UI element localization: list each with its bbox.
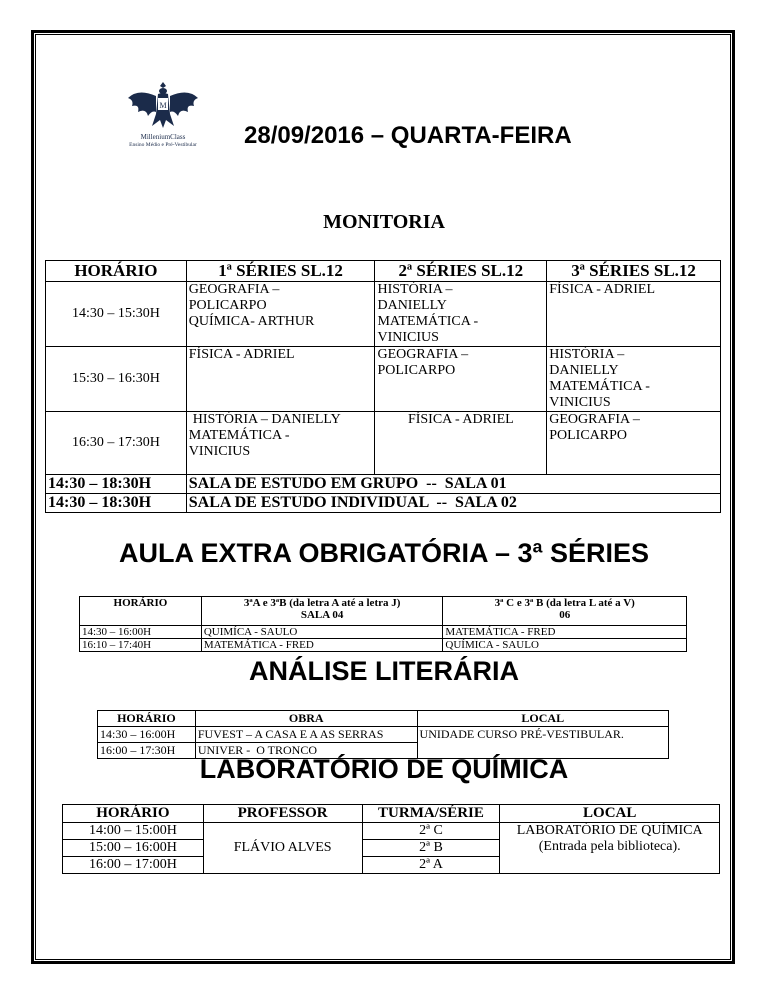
header-local: LOCAL bbox=[500, 805, 720, 823]
header-local: LOCAL bbox=[417, 711, 668, 727]
monitoria-title: MONITORIA bbox=[323, 211, 445, 233]
svg-text:M: M bbox=[159, 101, 167, 110]
cell-serie-2: GEOGRAFIA – POLICARPO bbox=[375, 347, 547, 412]
header-serie-2: 2ª SÉRIES SL.12 bbox=[375, 261, 547, 282]
time-cell: 14:30 – 18:30H bbox=[46, 475, 187, 494]
cell-serie-1: HISTÓRIA – DANIELLY MATEMÁTICA - VINICIUS bbox=[186, 412, 375, 475]
turma-cell: 2ª A bbox=[362, 857, 500, 874]
table-row bbox=[46, 282, 721, 347]
lab-title: LABORATÓRIO DE QUÍMICA bbox=[199, 754, 569, 784]
local-cell: UNIDADE CURSO PRÉ-VESTIBULAR. bbox=[417, 727, 668, 759]
table-row bbox=[46, 494, 721, 513]
header-turma-a: 3ªA e 3ªB (da letra A até a letra J) SALA 04 bbox=[201, 597, 443, 626]
subject-cell: MATEMÁTICA - FRED bbox=[201, 639, 443, 652]
table-row bbox=[98, 727, 669, 743]
analise-title: ANÁLISE LITERÁRIA bbox=[249, 656, 519, 686]
header-turma: TURMA/SÉRIE bbox=[362, 805, 500, 823]
work-cell: UNIVER - O TRONCO bbox=[195, 743, 417, 759]
header-turma-c: 3ª C e 3ª B (da letra L até a V) 06 bbox=[443, 597, 687, 626]
professor-cell: FLÁVIO ALVES bbox=[203, 823, 362, 874]
logo-tagline: Ensino Médio e Pré-Vestibular bbox=[129, 142, 197, 148]
date-title: 28/09/2016 – QUARTA-FEIRA bbox=[244, 122, 572, 149]
cell-serie-1: FÍSICA - ADRIEL bbox=[186, 347, 375, 412]
header-serie-3: 3ª SÉRIES SL.12 bbox=[547, 261, 721, 282]
table-row bbox=[46, 475, 721, 494]
cell-serie-1: GEOGRAFIA – POLICARPO QUÍMICA- ARTHUR bbox=[186, 282, 375, 347]
work-cell: FUVEST – A CASA E A AS SERRAS bbox=[195, 727, 417, 743]
time-cell: 14:30 – 18:30H bbox=[46, 494, 187, 513]
time-cell: 16:10 – 17:40H bbox=[80, 639, 202, 652]
header-obra: OBRA bbox=[195, 711, 417, 727]
aula-extra-table bbox=[79, 596, 687, 652]
time-cell: 16:00 – 17:30H bbox=[98, 743, 196, 759]
study-room-cell: SALA DE ESTUDO EM GRUPO -- SALA 01 bbox=[186, 475, 720, 494]
time-cell: 16:30 – 17:30H bbox=[46, 412, 187, 475]
turma-cell: 2ª C bbox=[362, 823, 500, 840]
time-cell: 14:30 – 15:30H bbox=[46, 282, 187, 347]
time-cell: 14:00 – 15:00H bbox=[63, 823, 204, 840]
subject-cell: QUIMÍCA - SAULO bbox=[201, 626, 443, 639]
subject-cell: QUÍMICA - SAULO bbox=[443, 639, 687, 652]
table-row bbox=[46, 412, 721, 475]
header-professor: PROFESSOR bbox=[203, 805, 362, 823]
aula-extra-title: AULA EXTRA OBRIGATÓRIA – 3ª SÉRIES bbox=[118, 538, 650, 568]
table-row bbox=[46, 347, 721, 412]
time-cell: 15:30 – 16:30H bbox=[46, 347, 187, 412]
time-cell: 15:00 – 16:00H bbox=[63, 840, 204, 857]
table-row bbox=[80, 639, 687, 652]
study-room-cell: SALA DE ESTUDO INDIVIDUAL -- SALA 02 bbox=[186, 494, 720, 513]
time-cell: 16:00 – 17:00H bbox=[63, 857, 204, 874]
cell-serie-2: HISTÓRIA – DANIELLY MATEMÁTICA - VINICIUS bbox=[375, 282, 547, 347]
header-horario: HORÁRIO bbox=[80, 597, 202, 626]
time-cell: 14:30 – 16:00H bbox=[98, 727, 196, 743]
school-logo bbox=[108, 78, 218, 152]
local-cell: LABORATÓRIO DE QUÍMICA (Entrada pela biblioteca). bbox=[500, 823, 720, 874]
monitoria-table bbox=[45, 260, 721, 513]
logo-name: MilleniumClass bbox=[140, 133, 186, 141]
turma-cell: 2ª B bbox=[362, 840, 500, 857]
header-horario: HORÁRIO bbox=[63, 805, 204, 823]
header-horario: HORÁRIO bbox=[98, 711, 196, 727]
subject-cell: MATEMÁTICA - FRED bbox=[443, 626, 687, 639]
cell-serie-3: GEOGRAFIA – POLICARPO bbox=[547, 412, 721, 475]
cell-serie-3: HISTÓRIA – DANIELLY MATEMÁTICA - VINICIUS bbox=[547, 347, 721, 412]
cell-serie-3: FÍSICA - ADRIEL bbox=[547, 282, 721, 347]
header-horario: HORÁRIO bbox=[46, 261, 187, 282]
header-serie-1: 1ª SÉRIES SL.12 bbox=[186, 261, 375, 282]
table-row bbox=[63, 823, 720, 840]
time-cell: 14:30 – 16:00H bbox=[80, 626, 202, 639]
cell-serie-2: FÍSICA - ADRIEL bbox=[375, 412, 547, 475]
table-row bbox=[80, 626, 687, 639]
lab-table bbox=[62, 804, 720, 874]
analise-table bbox=[97, 710, 669, 759]
